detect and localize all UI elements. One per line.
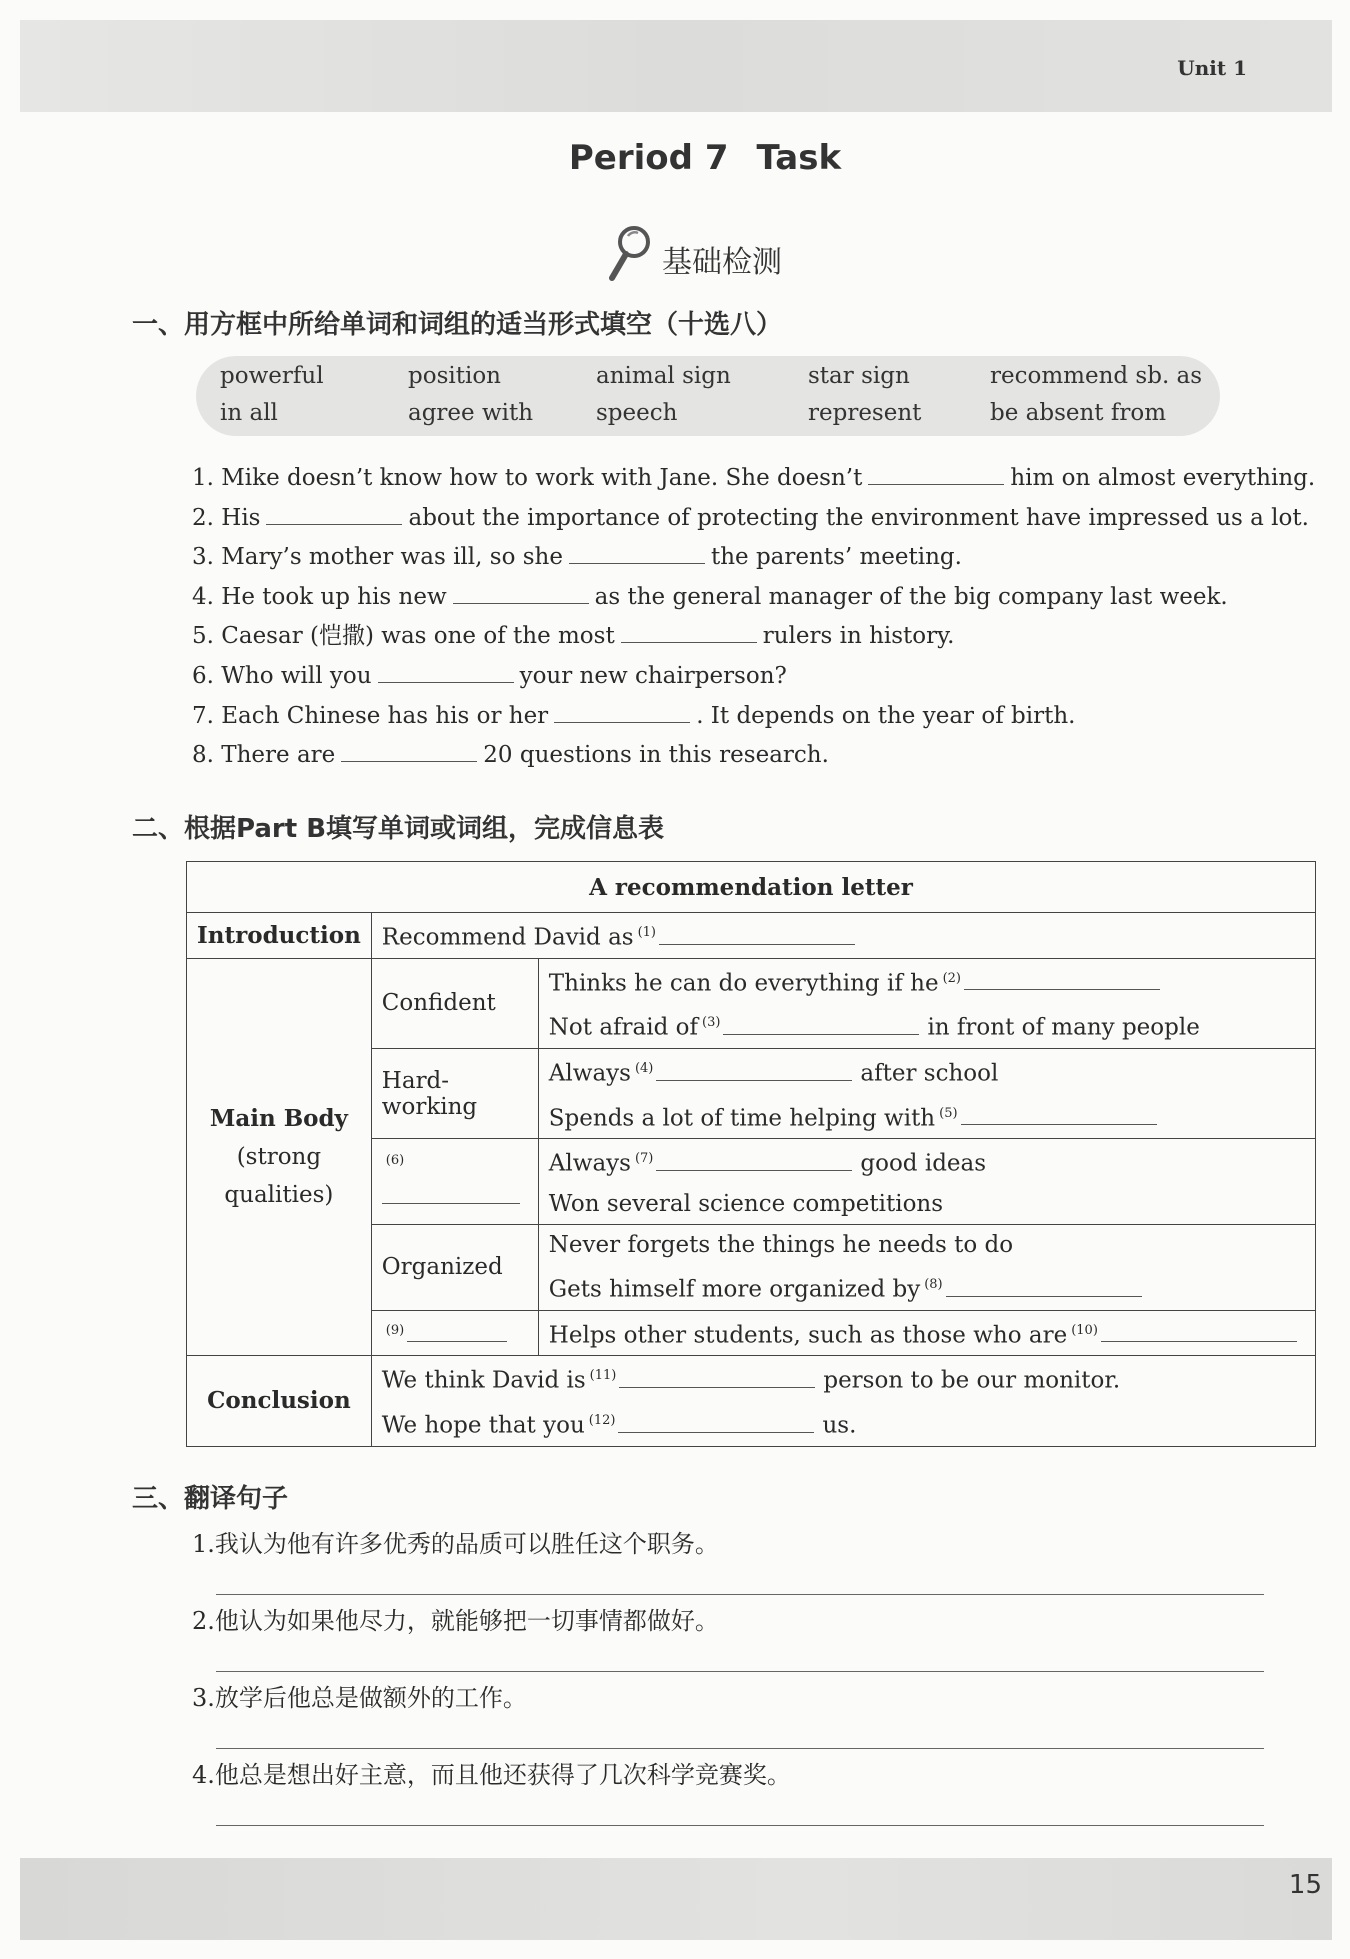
- list-item: 8. There are 20 questions in this research.: [192, 737, 1272, 777]
- task-label: Task: [756, 138, 842, 178]
- translation-prompt: 2.他认为如果他尽力，就能够把一切事情都做好。: [192, 1607, 719, 1635]
- detail-cell: Thinks he can do everything if he $^{(2)}$ Not afraid of $^{(3)}$ in front of many people: [538, 958, 1315, 1048]
- answer-blank[interactable]: [453, 581, 589, 604]
- section-banner: [606, 224, 782, 282]
- answer-blank[interactable]: [1101, 1317, 1297, 1342]
- list-item: 7. Each Chinese has his or her . It depends on the year of birth.: [192, 698, 1272, 738]
- period-label: Period 7: [568, 138, 729, 178]
- table-caption: A recommendation letter: [187, 862, 1316, 913]
- translation-prompt: 3.放学后他总是做额外的工作。: [192, 1684, 527, 1712]
- answer-line[interactable]: [216, 1825, 1264, 1826]
- section2-heading: 二、根据Part B填写单词或词组，完成信息表: [132, 814, 665, 844]
- answer-line[interactable]: [216, 1671, 1264, 1672]
- translation-prompt: 4.他总是想出好主意，而且他还获得了几次科学竞赛奖。: [192, 1761, 791, 1789]
- magnifier-icon: [606, 224, 654, 282]
- word-item: powerful: [220, 363, 324, 389]
- answer-blank[interactable]: [569, 541, 705, 564]
- answer-blank[interactable]: [659, 920, 855, 945]
- section1-heading: 一、用方框中所给单词和词组的适当形式填空（十选八）: [132, 310, 783, 340]
- word-box: [196, 356, 1220, 436]
- list-item: 2. His about the importance of protecting the environment have impressed us a lot.: [192, 500, 1272, 540]
- word-item: speech: [596, 400, 678, 426]
- answer-line[interactable]: [216, 1748, 1264, 1749]
- word-item: animal sign: [596, 363, 731, 389]
- translation-prompt: 1.我认为他有许多优秀的品质可以胜任这个职务。: [192, 1530, 719, 1558]
- answer-blank[interactable]: [407, 1317, 507, 1342]
- introduction-label: Introduction: [187, 913, 372, 959]
- answer-blank[interactable]: [619, 1363, 815, 1388]
- quality-blank-9: (9): [371, 1310, 538, 1356]
- list-item: 3. Mary’s mother was ill, so she the parents’ meeting.: [192, 539, 1272, 579]
- list-item: 6. Who will you your new chairperson?: [192, 658, 1272, 698]
- word-item: star sign: [808, 363, 910, 389]
- answer-blank[interactable]: [868, 462, 1004, 485]
- answer-blank[interactable]: [621, 620, 757, 643]
- unit-label: Unit 1: [1177, 56, 1247, 80]
- answer-line[interactable]: [216, 1594, 1264, 1595]
- word-item: in all: [220, 400, 278, 426]
- list-item: 4. He took up his new as the general manager of the big company last week.: [192, 579, 1272, 619]
- quality-blank-6: (6): [371, 1139, 538, 1225]
- answer-blank[interactable]: [266, 502, 402, 525]
- answer-blank[interactable]: [656, 1056, 852, 1081]
- detail-cell: Always $^{(4)}$ after school Spends a lot of time helping with $^{(5)}$: [538, 1048, 1315, 1138]
- page-number: 15: [1288, 1870, 1322, 1900]
- footer-band: [20, 1858, 1332, 1940]
- answer-blank[interactable]: [723, 1010, 919, 1035]
- page-title: [0, 138, 1350, 178]
- detail-cell: Always $^{(7)}$ good ideas Won several science competitions: [538, 1139, 1315, 1225]
- word-item: recommend sb. as: [990, 363, 1203, 389]
- introduction-cell: Recommend David as $^{(1)}$: [371, 913, 1315, 959]
- answer-blank[interactable]: [964, 965, 1160, 990]
- conclusion-cell: We think David is $^{(11)}$ person to be our monitor. We hope that you $^{(12)}$ us.: [371, 1356, 1315, 1446]
- recommendation-table: [186, 861, 1316, 1447]
- main-body-label: Main Body (strong qualities): [187, 958, 372, 1356]
- list-item: 5. Caesar (恺撒) was one of the most rulers in history.: [192, 618, 1272, 658]
- word-column: [990, 358, 1202, 432]
- detail-cell: Never forgets the things he needs to do Gets himself more organized by $^{(8)}$: [538, 1224, 1315, 1310]
- header-band: [20, 20, 1332, 112]
- quality-organized: Organized: [371, 1224, 538, 1310]
- section3-heading: 三、翻译句子: [132, 1484, 289, 1514]
- word-column: [408, 358, 533, 432]
- answer-blank[interactable]: [378, 660, 514, 683]
- word-item: represent: [808, 400, 922, 426]
- answer-blank[interactable]: [341, 739, 477, 762]
- answer-blank[interactable]: [554, 700, 690, 723]
- fill-in-list: [192, 460, 1316, 777]
- word-item: position: [408, 363, 501, 389]
- word-column: [596, 358, 731, 432]
- answer-blank[interactable]: [946, 1272, 1142, 1297]
- detail-cell: Helps other students, such as those who are $^{(10)}$: [538, 1310, 1315, 1356]
- list-item: 1. Mike doesn’t know how to work with Jane. She doesn’t him on almost everything.: [192, 460, 1272, 500]
- quality-confident: Confident: [371, 958, 538, 1048]
- conclusion-label: Conclusion: [187, 1356, 372, 1446]
- word-column: [220, 358, 324, 432]
- banner-text: 基础检测: [662, 245, 782, 280]
- answer-blank[interactable]: [656, 1146, 852, 1171]
- answer-blank[interactable]: [961, 1100, 1157, 1125]
- word-item: be absent from: [990, 400, 1167, 426]
- quality-hard-working: Hard-working: [371, 1048, 538, 1138]
- word-column: [808, 358, 921, 432]
- answer-blank[interactable]: [382, 1179, 520, 1204]
- answer-blank[interactable]: [618, 1408, 814, 1433]
- word-item: agree with: [408, 400, 534, 426]
